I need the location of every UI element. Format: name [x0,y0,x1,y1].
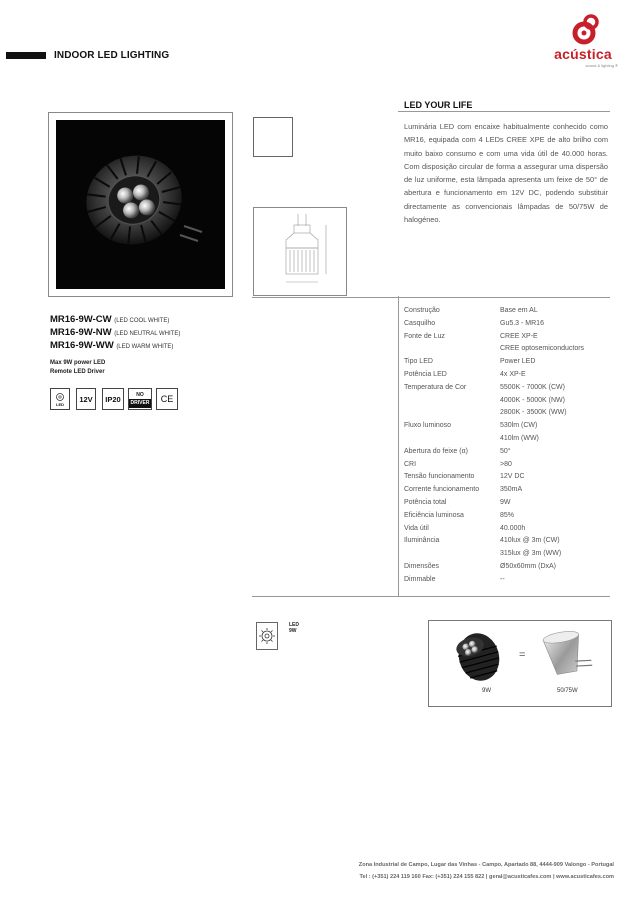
led-badge-label: LED [56,401,64,407]
spec-value: 4x XP-E [500,370,526,378]
spec-row [404,459,614,472]
voltage-badge: 12V [76,388,96,410]
spec-label: Corrente funcionamento [404,486,480,494]
led-gear-icon [257,623,277,649]
feature-list [50,359,105,376]
spec-value: 530lm (CW) [500,422,538,430]
spec-value: -- [500,575,505,583]
model-code: MR16-9W-CW [50,314,112,325]
spec-value: 5500K - 7000K (CW) [500,383,565,391]
spec-label: CRI [404,460,417,468]
mr16-lamp-image [56,120,225,289]
spec-value: 2800K - 3500K (WW) [500,409,567,417]
comparison-right-label: 50/75W [557,688,578,694]
spec-row [404,382,614,395]
model-code: MR16-9W-WW [50,340,114,351]
spec-value: Ø50x60mm (DxA) [500,562,557,570]
model-note: (LED WARM WHITE) [116,344,174,350]
spec-table [404,305,614,587]
spec-value: >80 [500,460,512,468]
brand-logo-mark [567,14,601,48]
spec-row [404,420,614,433]
led-power-line1: LED [289,622,299,628]
model-note: (LED COOL WHITE) [114,318,170,324]
led-gear-icon [55,392,65,402]
spec-label: Vida útil [404,524,429,532]
spec-row [404,484,614,497]
product-photo [56,120,225,289]
footer-address: Zona Industrial de Campo, Lugar das Vinhas - Campo, Apartado 88, 4444-909 Valongo - Portugal [358,862,614,868]
spec-row [404,433,614,446]
spec-row [404,471,614,484]
spec-label: Construção [404,307,440,314]
brand-logo [548,14,618,70]
placeholder-box [253,117,293,157]
model-nw [50,327,180,340]
model-code: MR16-9W-NW [50,327,112,338]
spec-label [404,433,500,446]
spec-value: 315lux @ 3m (WW) [500,550,562,558]
spec-label: Iluminância [404,537,440,545]
spec-value: 350mA [500,486,523,494]
spec-label [404,395,500,408]
spec-vertical-rule [398,296,399,596]
section-title-rule [398,111,610,112]
spec-row [404,407,614,420]
no-driver-top: NO [136,391,144,398]
spec-label [404,548,500,561]
spec-value: 12V DC [500,473,525,481]
spec-row [404,331,614,344]
brand-name: acústica [554,46,612,62]
feature-item: Max 9W power LED [50,360,106,366]
spec-value: 9W [500,498,511,506]
spec-value: CREE optosemiconductors [500,345,585,353]
spec-label: Eficiência luminosa [404,511,464,519]
equals-sign: = [519,649,526,661]
spec-value: CREE XP-E [500,332,538,340]
spec-value: Gu5.3 - MR16 [500,319,544,327]
technical-drawing [254,208,346,295]
spec-row [404,395,614,408]
header-bar [6,52,46,59]
ip-rating-badge: IP20 [102,388,124,410]
spec-label: Temperatura de Cor [404,383,467,391]
model-ww [50,340,180,353]
spec-label [404,407,500,420]
spec-row [404,510,614,523]
spec-row [404,574,614,587]
no-driver-badge [128,388,152,410]
ce-mark-badge: CE [156,388,178,410]
spec-row [404,318,614,331]
section-title: LED YOUR LIFE [404,100,473,110]
spec-bottom-rule [252,596,610,597]
spec-label: Casquilho [404,319,436,327]
led-badge [50,388,70,410]
brand-tagline: sound & lighting ® [585,63,618,68]
spec-row [404,535,614,548]
feature-item: Remote LED Driver [50,368,105,375]
led-power-label [289,622,299,634]
spec-top-rule [252,297,610,298]
spec-value: 50° [500,447,511,455]
spec-value: 85% [500,511,515,519]
comparison-left-label: 9W [482,688,491,694]
spec-row [404,497,614,510]
spec-label: Potência LED [404,370,447,378]
spec-label: Abertura do feixe (α) [404,447,468,455]
spec-value: 410lux @ 3m (CW) [500,537,560,545]
spec-value: Base em AL [500,307,538,314]
product-photo-frame [48,112,233,297]
spec-row [404,305,614,318]
comparison-box [428,620,612,707]
model-note: (LED NEUTRAL WHITE) [114,331,181,337]
spec-value: 410lm (WW) [500,434,539,442]
spec-row [404,446,614,459]
spec-row [404,548,614,561]
spec-label: Dimmable [404,575,436,583]
spec-value: 4000K - 5000K (NW) [500,396,565,404]
spec-row [404,561,614,574]
spec-value: Power LED [500,358,536,366]
led-power-line2: 9W [289,628,297,634]
spec-row [404,356,614,369]
footer-contacts: Tel : (+351) 224 119 160 Fax: (+351) 224 155 822 | geral@acusticafes.com | www.acusticafes.com [359,874,614,880]
spec-row [404,523,614,536]
spec-label: Dimensões [404,562,440,570]
spec-label [404,343,500,356]
led-power-icon-box [256,622,278,650]
spec-label: Tipo LED [404,358,433,366]
page-title: INDOOR LED LIGHTING [54,50,170,61]
spec-label: Tensão funcionamento [404,473,475,481]
technical-drawing-frame [253,207,347,296]
spec-label: Potência total [404,498,447,506]
spec-row [404,343,614,356]
spec-label: Fonte de Luz [404,332,445,340]
no-driver-bottom: DRIVER [130,399,150,406]
spec-value: 40.000h [500,524,526,532]
spec-row [404,369,614,382]
model-list [50,314,180,353]
product-description: Luminária LED com encaixe habitualmente conhecido como MR16, equipada com 4 LEDs CREE XPE de alto brilho com muito baixo consumo e com uma vida útil de 40.000 horas. Com disposição circular de forma a assegurar uma dispersão de luz uniforme, esta lâmpada apresenta um feixe de 50° de abertura e funcionamento em 12V DC, podendo substituir directamente as convencionais lâmpadas de 50/75W de halogéneo. [404,122,608,225]
model-cw [50,314,180,327]
spec-label: Fluxo luminoso [404,422,452,430]
